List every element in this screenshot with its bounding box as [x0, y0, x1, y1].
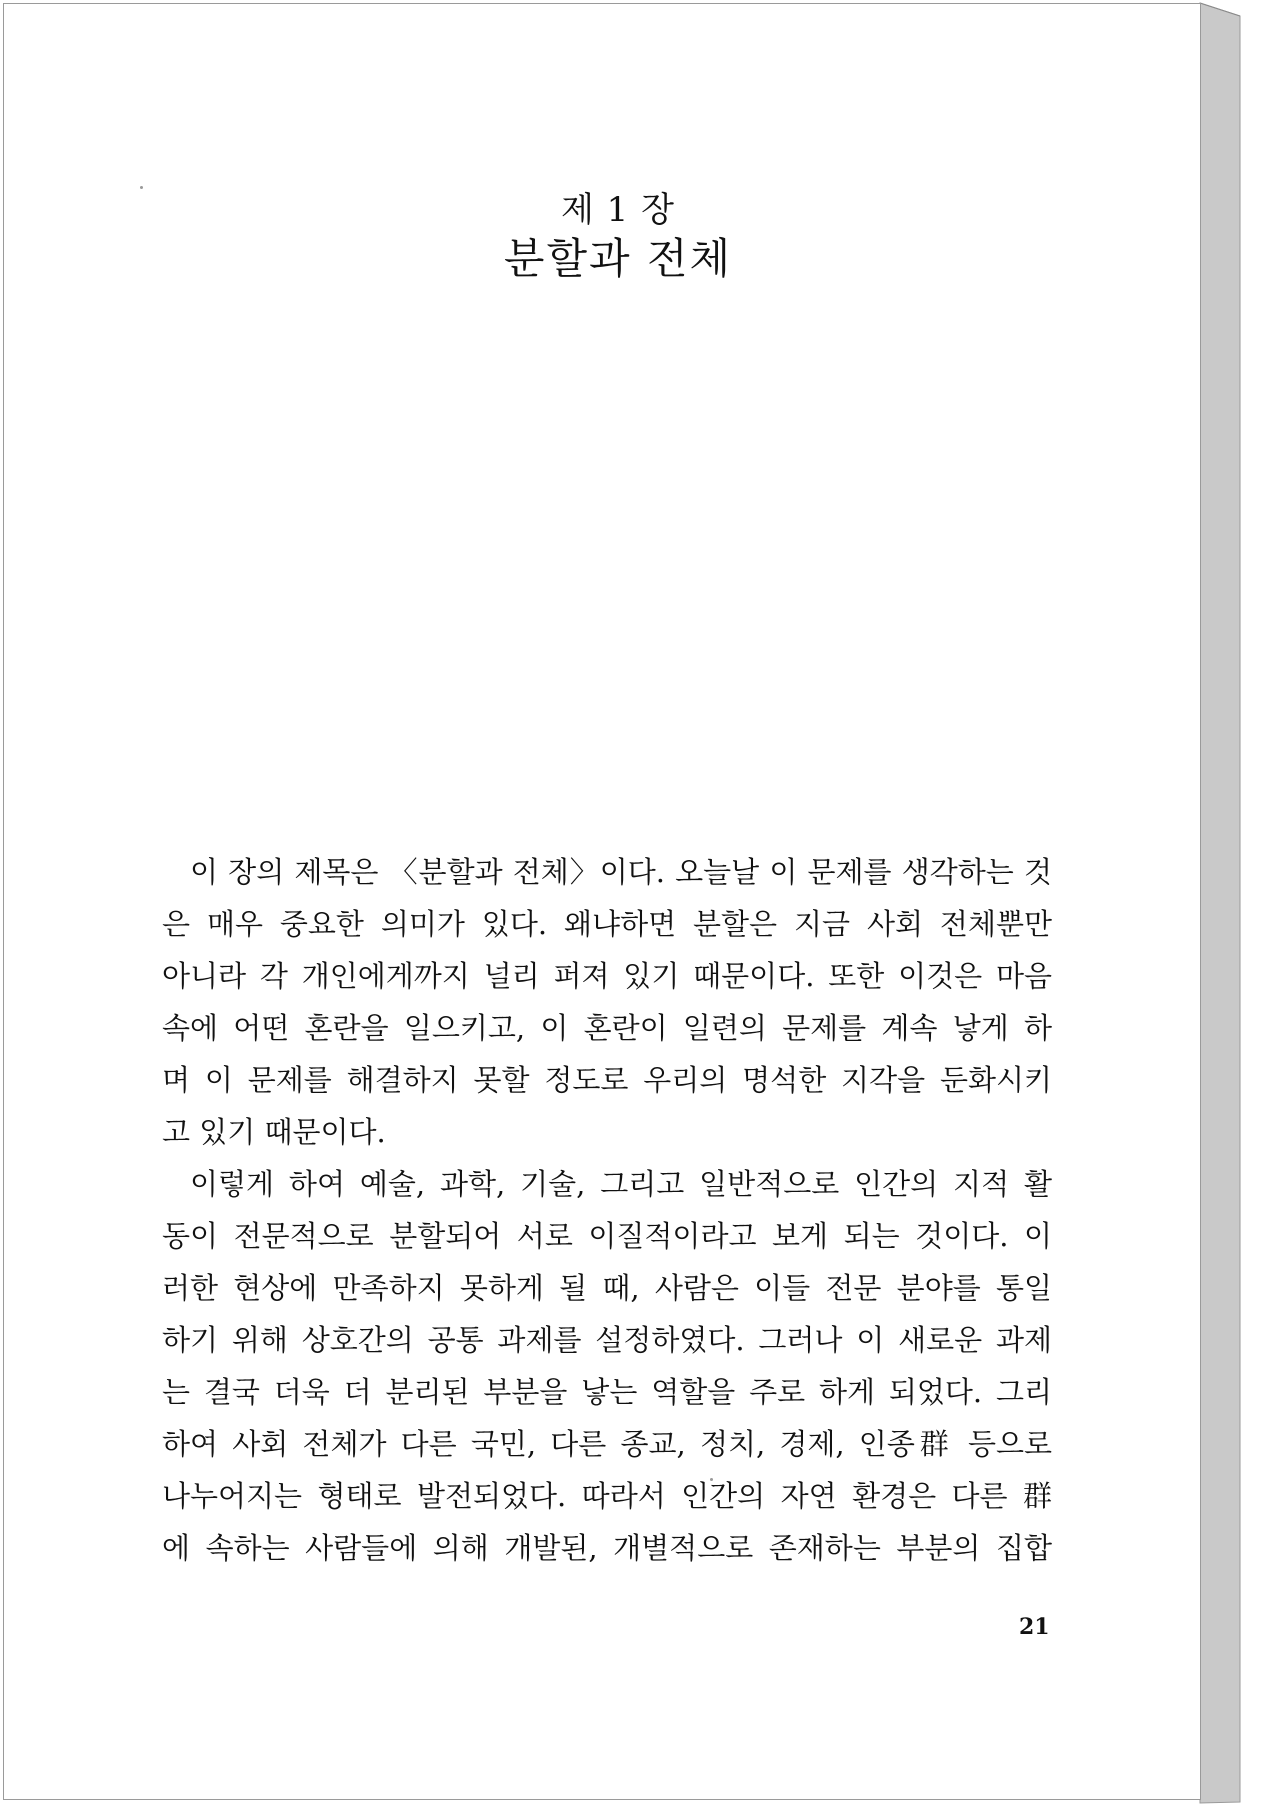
chapter-title: 분할과 전체 — [503, 234, 733, 283]
page-number: 21 — [1019, 1614, 1050, 1640]
text-line: 하여 사회 전체가 다른 국민, 다른 종교, 정치, 경제, 인종群 등으로 — [162, 1427, 1052, 1461]
text-line: 나누어지는 형태로 발전되었다. 따라서 인간의 자연 환경은 다른 群 — [162, 1479, 1052, 1513]
text-line: 러한 현상에 만족하지 못하게 될 때, 사람은 이들 전문 분야를 통일 — [162, 1271, 1052, 1305]
text-line: 는 결국 더욱 더 분리된 부분을 낳는 역할을 주로 하게 되었다. 그리 — [162, 1375, 1052, 1409]
text-line: 이렇게 하여 예술, 과학, 기술, 그리고 일반적으로 인간의 지적 활 — [190, 1167, 1052, 1201]
body-text — [162, 846, 1052, 1574]
book-page — [3, 3, 1201, 1800]
chapter-number: 제 1 장 — [561, 190, 675, 230]
text-line: 은 매우 중요한 의미가 있다. 왜냐하면 분할은 지금 사회 전체뿐만 — [162, 907, 1052, 941]
text-line: 며 이 문제를 해결하지 못할 정도로 우리의 명석한 지각을 둔화시키 — [162, 1063, 1052, 1097]
text-line: 동이 전문적으로 분할되어 서로 이질적이라고 보게 되는 것이다. 이 — [162, 1219, 1052, 1253]
text-line: 아니라 각 개인에게까지 널리 퍼져 있기 때문이다. 또한 이것은 마음 — [162, 959, 1052, 993]
text-line: 속에 어떤 혼란을 일으키고, 이 혼란이 일련의 문제를 계속 낳게 하 — [162, 1011, 1052, 1045]
text-line: 고 있기 때문이다. — [162, 1115, 386, 1149]
text-line: 하기 위해 상호간의 공통 과제를 설정하였다. 그러나 이 새로운 과제 — [162, 1323, 1052, 1357]
text-line: 에 속하는 사람들에 의해 개발된, 개별적으로 존재하는 부분의 집합 — [162, 1531, 1052, 1565]
text-line: 이 장의 제목은 〈분할과 전체〉이다. 오늘날 이 문제를 생각하는 것 — [190, 855, 1052, 889]
